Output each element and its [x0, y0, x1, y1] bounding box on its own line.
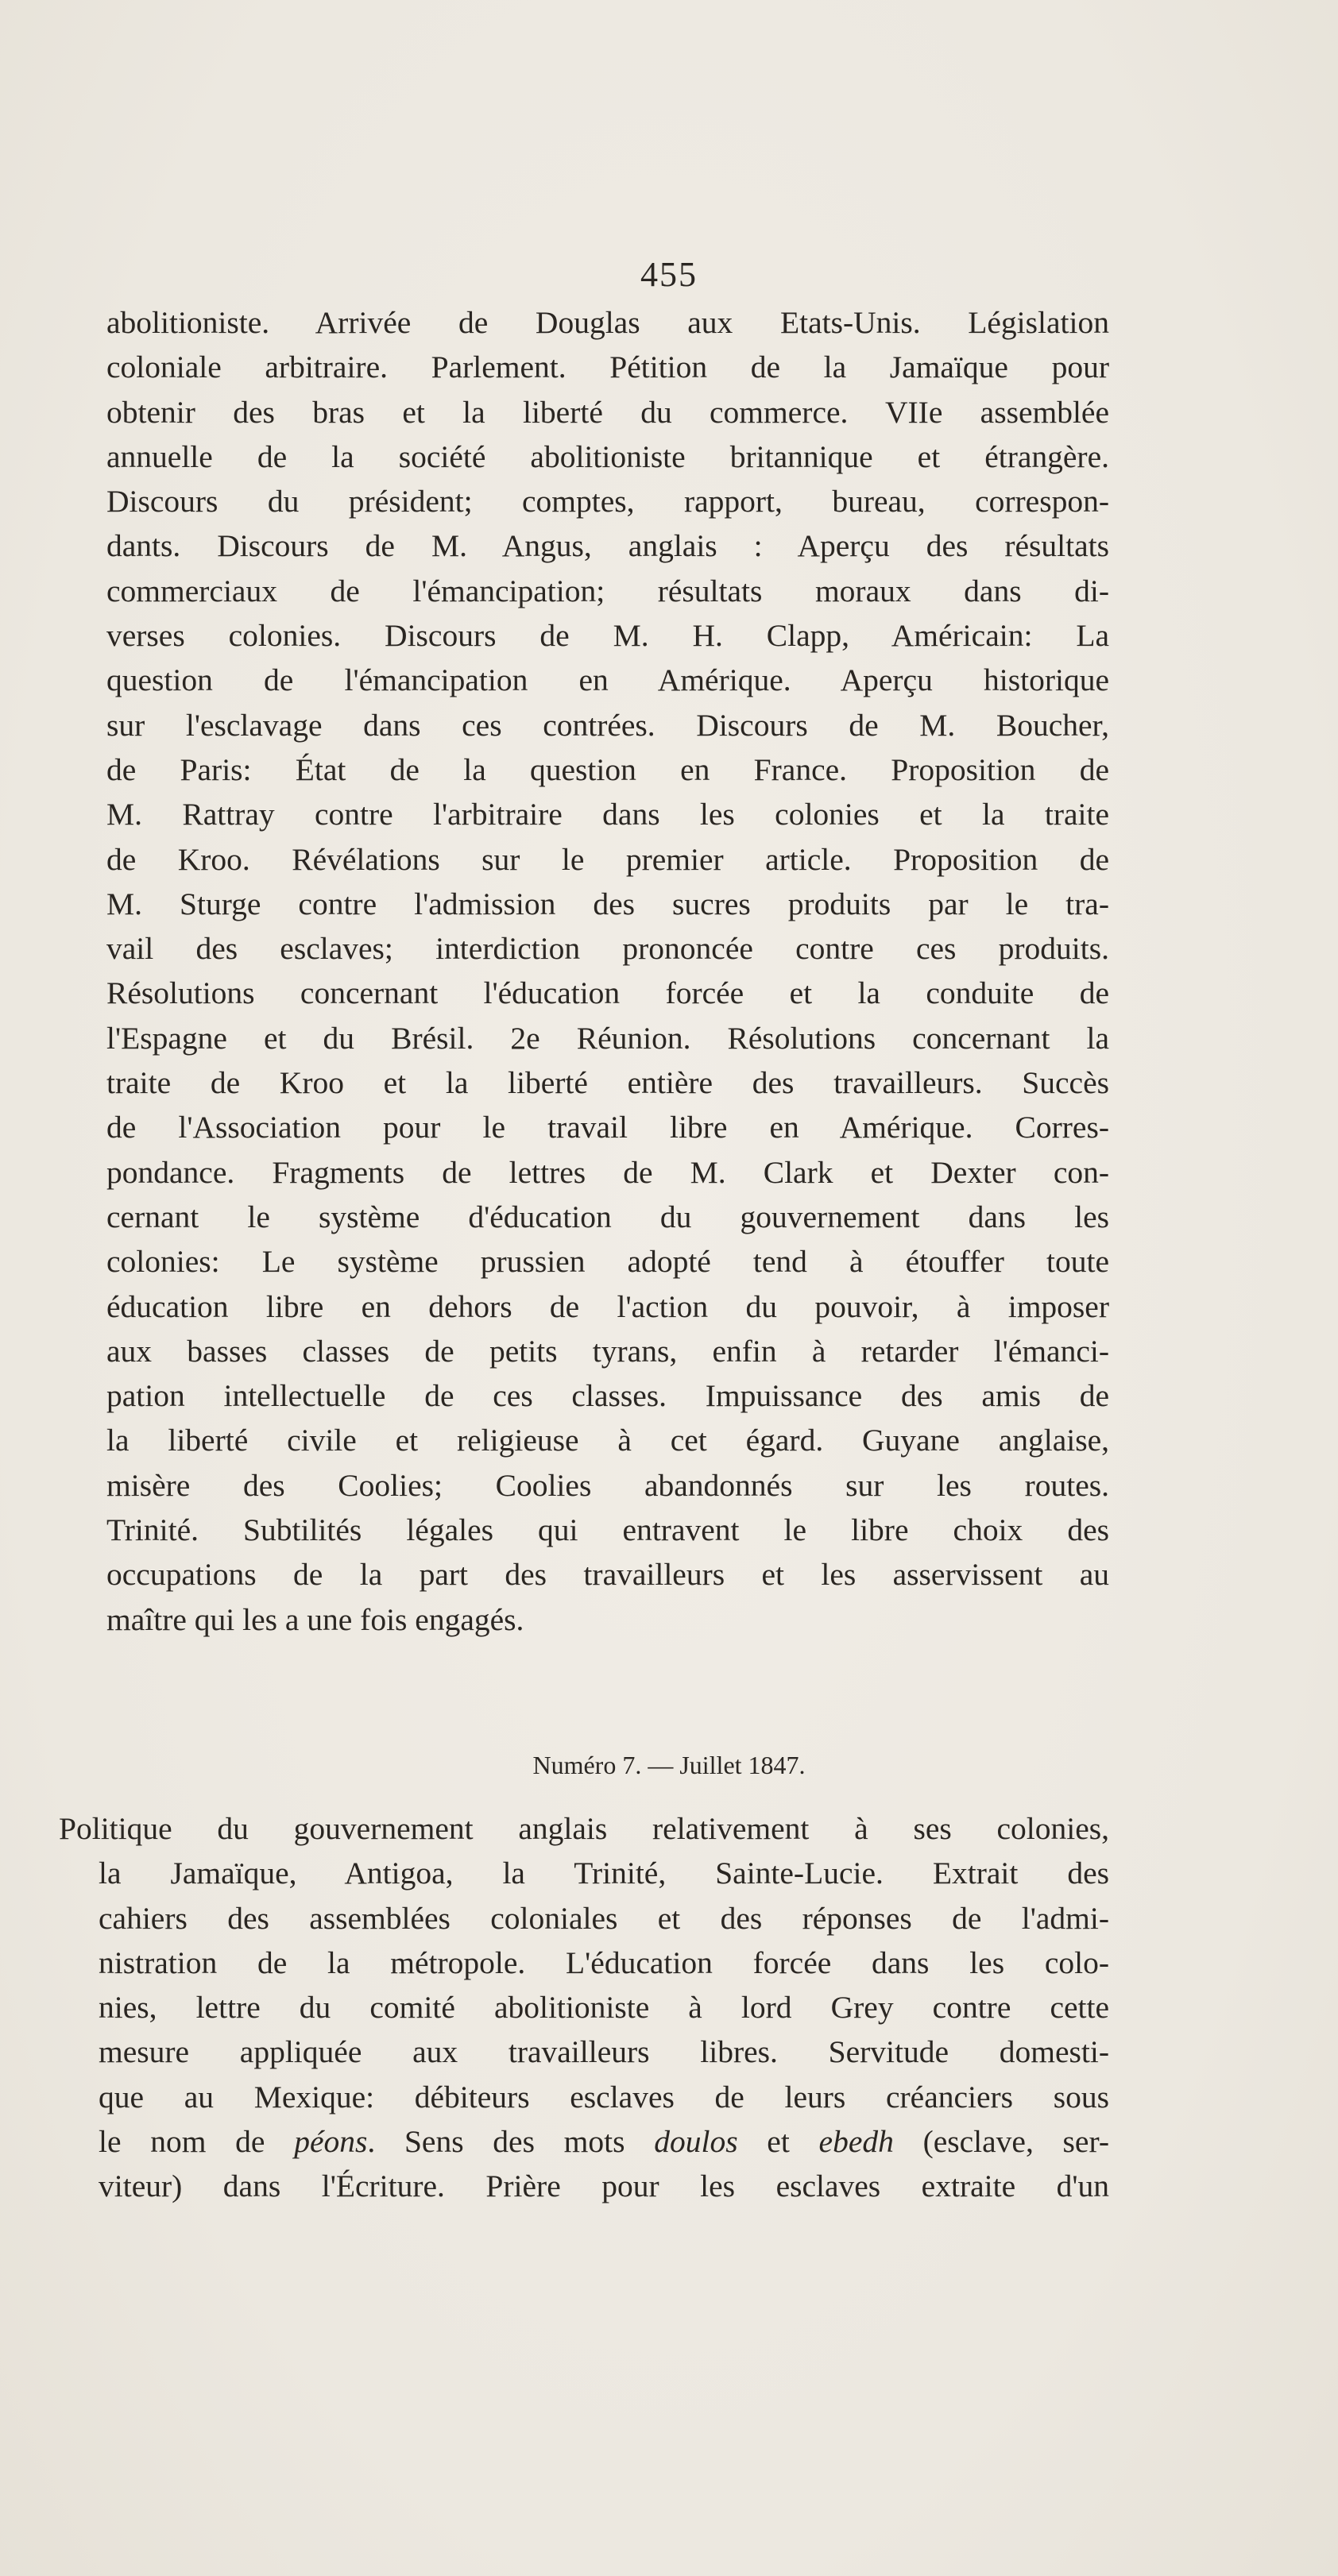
text-line: pondance. Fragments de lettres de M. Clark et Dexter con- — [106, 1154, 1109, 1190]
italic-term-ebedh: ebedh — [818, 2124, 894, 2160]
text-line: dants. Discours de M. Angus, anglais : Aperçu des résultats — [106, 528, 1109, 564]
text-line: mesure appliquée aux travailleurs libres. Servitude domesti- — [99, 2034, 1109, 2070]
text-line: de Kroo. Révélations sur le premier article. Proposition de — [106, 841, 1109, 877]
text-fragment: et — [737, 2124, 819, 2160]
italic-term-peons: péons — [294, 2124, 368, 2160]
text-line: coloniale arbitraire. Parlement. Pétition de la Jamaïque pour — [106, 350, 1109, 385]
page-number: 455 — [640, 255, 698, 294]
text-line: obtenir des bras et la liberté du commerce. VIIe assemblée — [106, 394, 1109, 430]
text-line: occupations de la part des travailleurs et les asservissent au — [106, 1557, 1109, 1593]
text-line: Discours du président; comptes, rapport, bureau, correspon- — [106, 484, 1109, 519]
text-line: aux basses classes de petits tyrans, enfin à retarder l'émanci- — [106, 1333, 1109, 1369]
text-line: viteur) dans l'Écriture. Prière pour les esclaves extraite d'un — [99, 2169, 1109, 2204]
text-fragment: (esclave, ser- — [893, 2124, 1109, 2160]
text-line: éducation libre en dehors de l'action du pouvoir, à imposer — [106, 1288, 1109, 1324]
italic-term-doulos: doulos — [654, 2124, 738, 2160]
text-line: pation intellectuelle de ces classes. Impuissance des amis de — [106, 1378, 1109, 1414]
text-line: cahiers des assemblées coloniales et des réponses de l'admi- — [99, 1900, 1109, 1936]
text-line: abolitioniste. Arrivée de Douglas aux Etats-Unis. Législation — [106, 305, 1109, 340]
text-line: verses colonies. Discours de M. H. Clapp, Américain: La — [106, 618, 1109, 654]
text-line: la liberté civile et religieuse à cet égard. Guyane anglaise, — [106, 1423, 1109, 1458]
text-fragment: . Sens des mots — [367, 2124, 655, 2160]
text-line: de l'Association pour le travail libre en Amérique. Corres- — [106, 1110, 1109, 1145]
text-line: M. Rattray contre l'arbitraire dans les colonies et la traite — [106, 797, 1109, 832]
paragraph-2 — [59, 1806, 1109, 2209]
text-line: cernant le système d'éducation du gouvernement dans les — [106, 1199, 1109, 1234]
text-line: colonies: Le système prussien adopté tend à étouffer toute — [106, 1244, 1109, 1280]
text-line: commerciaux de l'émancipation; résultats moraux dans di- — [106, 573, 1109, 608]
text-line: Résolutions concernant l'éducation forcée et la conduite de — [106, 975, 1109, 1011]
text-line: traite de Kroo et la liberté entière des travailleurs. Succès — [106, 1065, 1109, 1101]
paragraph-1 — [106, 300, 1109, 1642]
text-line: sur l'esclavage dans ces contrées. Discours de M. Boucher, — [106, 707, 1109, 743]
text-line: vail des esclaves; interdiction prononcée contre ces produits. — [106, 931, 1109, 967]
text-line: de Paris: État de la question en France. Proposition de — [106, 751, 1109, 787]
text-line: maître qui les a une fois engagés. — [106, 1601, 524, 1637]
text-line: nies, lettre du comité abolitioniste à lord Grey contre cette — [99, 1990, 1109, 2026]
text-line: nistration de la métropole. L'éducation forcée dans les colo- — [99, 1945, 1109, 1980]
text-line: la Jamaïque, Antigoa, la Trinité, Sainte-Lucie. Extrait des — [99, 1856, 1109, 1891]
text-line: Trinité. Subtilités légales qui entravent le libre choix des — [106, 1512, 1109, 1548]
text-line: Politique du gouvernement anglais relativement à ses colonies, — [59, 1811, 1109, 1846]
text-line: l'Espagne et du Brésil. 2e Réunion. Résolutions concernant la — [106, 1020, 1109, 1056]
text-line: question de l'émancipation en Amérique. Aperçu historique — [106, 662, 1109, 698]
section-heading: Numéro 7. — Juillet 1847. — [532, 1751, 806, 1779]
text-fragment: le nom de — [99, 2124, 295, 2160]
text-line: que au Mexique: débiteurs esclaves de leurs créanciers sous — [99, 2079, 1109, 2114]
text-line: annuelle de la société abolitioniste britannique et étrangère. — [106, 438, 1109, 474]
text-line: misère des Coolies; Coolies abandonnés sur les routes. — [106, 1467, 1109, 1503]
text-line-with-italics — [59, 2119, 1109, 2164]
text-line: M. Sturge contre l'admission des sucres produits par le tra- — [106, 886, 1109, 921]
